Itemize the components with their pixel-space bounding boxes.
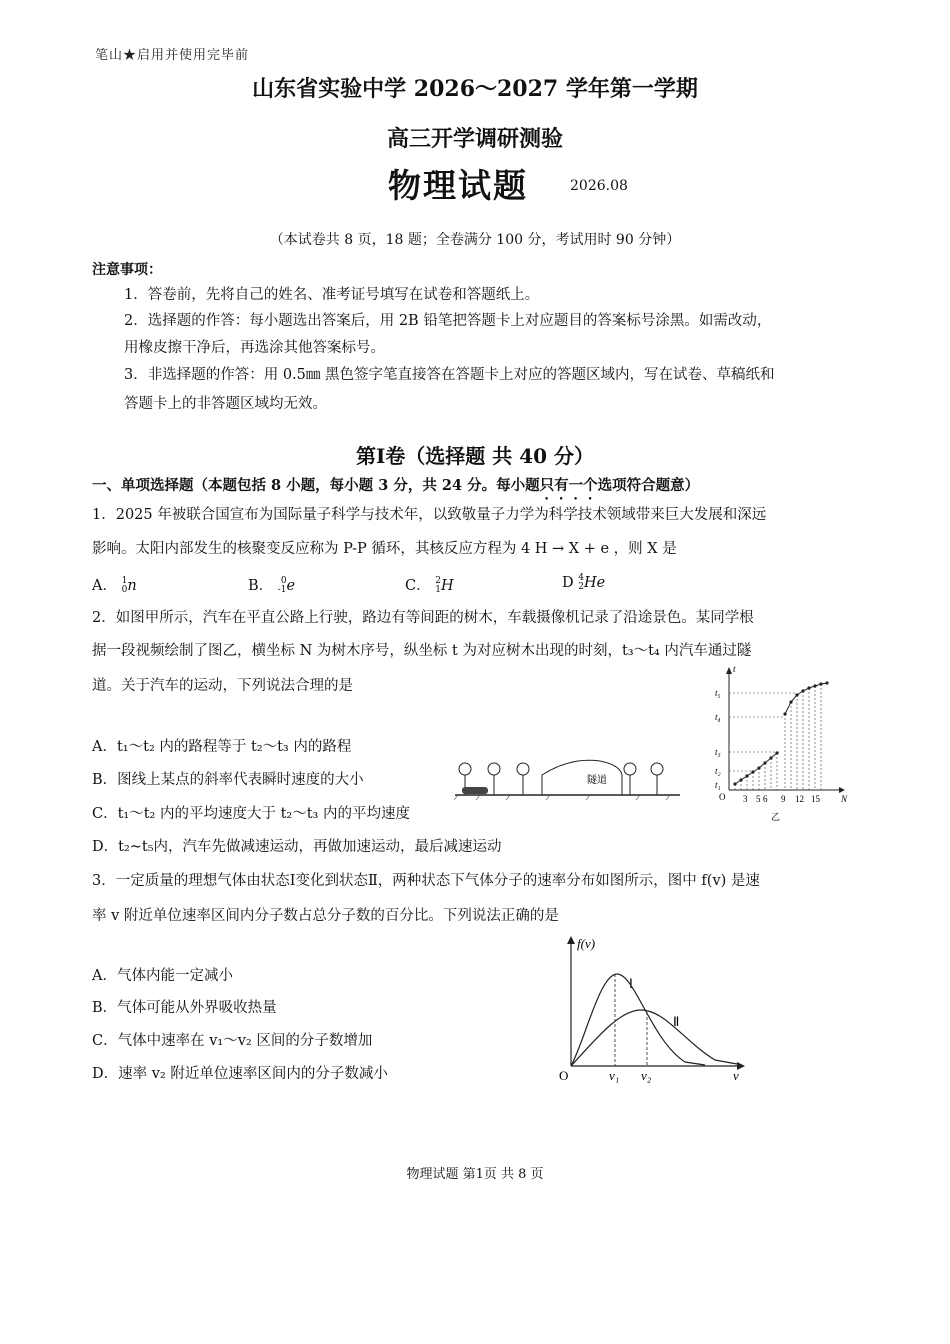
curve1-label: Ⅰ [629,976,633,991]
figure-scene [450,755,690,805]
notice-item: 1．答卷前，先将自己的姓名、准考证号填写在试卷和答题纸上。 [124,287,540,303]
x-tick-label: 3 [743,794,748,804]
y-tick-label: t₄ [715,712,721,722]
notice-item: 答题卡上的非答题区域均无效。 [124,396,327,412]
y-tick-label: t₅ [715,688,721,698]
notice-item: 2．选择题的作答：每小题选出答案后，用 2B 铅笔把答题卡上对应题目的答案标号涂黑。如需改动， [124,313,772,329]
x-tick-label: 12 [795,794,804,804]
v1-label: v₁ [609,1068,620,1083]
x-tick-label: 5 [756,794,761,804]
exam-meta: （本试卷共 8 页，18 题；全卷满分 100 分，考试用时 90 分钟） [269,232,681,248]
q1-option-d: D 4 2He [562,573,606,592]
axis-n-label: N [841,794,848,804]
axis-t-label: t [733,664,736,674]
notice-item: 用橡皮擦干净后，再选涂其他答案标号。 [124,340,385,356]
exam-title: 物理试题 [388,166,528,205]
q2-line1: 2．如图甲所示，汽车在平直公路上行驶，路边有等间距的树木，车载摄像机记录了沿途景色。某同学根 [92,610,754,626]
origin-label: O [559,1068,569,1083]
q1-line2: 影响。太阳内部发生的核聚变反应称为 P-P 循环，其核反应方程为 4 H → X + e ，则 X 是 [92,541,677,557]
origin-label: O [719,792,726,802]
axis-f-label: f(v) [577,936,596,951]
figure-caption: 乙 [771,812,781,822]
y-tick-label: t₃ [715,747,721,757]
q3-option-c: C．气体中速率在 v₁～v₂ 区间的分子数增加 [92,1033,373,1049]
v2-label: v₂ [641,1068,652,1083]
q2-line3: 道。关于汽车的运动，下列说法合理的是 [92,678,353,694]
q3-option-a: A．气体内能一定减小 [92,968,233,984]
curve2-label: Ⅱ [673,1014,680,1029]
q3-line1: 3．一定质量的理想气体由状态Ⅰ变化到状态Ⅱ，两种状态下气体分子的速率分布如图所示，图中 f(v) 是速 [92,873,760,889]
q3-line2: 率 v 附近单位速率区间内分子数占总分子数的百分比。下列说法正确的是 [92,908,559,924]
top-note: 笔山★启用并使用完毕前 [95,48,250,63]
q3-option-d: D．速率 v₂ 附近单位速率区间内的分子数减小 [92,1066,388,1082]
y-tick-label: t₂ [715,766,721,776]
q3-option-b: B．气体可能从外界吸收热量 [92,1000,277,1016]
page-footer: 物理试题 第1页 共 8 页 [406,1167,544,1182]
exam-subtitle: 高三开学调研测验 [386,126,563,152]
q1-line1: 1．2025 年被联合国宣布为国际量子科学与技术年，以致敬量子力学为科学技术领域带来巨大发展和深远 [92,507,767,523]
x-tick-label: 9 [781,794,786,804]
section-title: 第Ⅰ卷（选择题 共 40 分） [355,444,595,468]
figure-t-n-graph [715,662,855,822]
x-tick-label: 15 [811,794,820,804]
tunnel-label: 隧道 [587,775,607,786]
q2-option-b: B．图线上某点的斜率代表瞬时速度的大小 [92,772,364,788]
q1-option-c: C． 2 1H [405,576,454,595]
exam-date: 2026.08 [570,178,628,194]
q2-option-d: D．t₂~t₅内，汽车先做减速运动，再做加速运动，最后减速运动 [92,839,502,855]
y-tick-label: t₁ [715,780,721,790]
notice-item: 3．非选择题的作答：用 0.5㎜ 黑色签字笔直接答在答题卡上对应的答题区域内，写在试卷、草稿纸和 [124,367,775,383]
q1-option-b: B． 0 -1e [248,576,296,595]
q2-line2: 据一段视频绘制了图乙，横坐标 N 为树木序号，纵坐标 t 为对应树木出现的时刻，t₃～t₄ 内汽车通过隧 [92,643,752,659]
x-tick-label: 6 [763,794,768,804]
q2-option-a: A．t₁～t₂ 内的路程等于 t₂～t₃ 内的路程 [92,739,352,755]
school-title: 山东省实验中学 2026～2027 学年第一学期 [252,76,698,102]
part1-heading: 一、单项选择题（本题包括 8 小题，每小题 3 分，共 24 分。每小题只有一个选项符合题意） [92,477,700,494]
q1-option-a: A． 1 0n [92,576,137,595]
axis-v-label: v [733,1068,739,1083]
figure-speed-distribution [555,930,755,1085]
q2-option-c: C．t₁～t₂ 内的平均速度大于 t₂～t₃ 内的平均速度 [92,806,410,822]
notice-heading: 注意事项： [92,262,162,278]
